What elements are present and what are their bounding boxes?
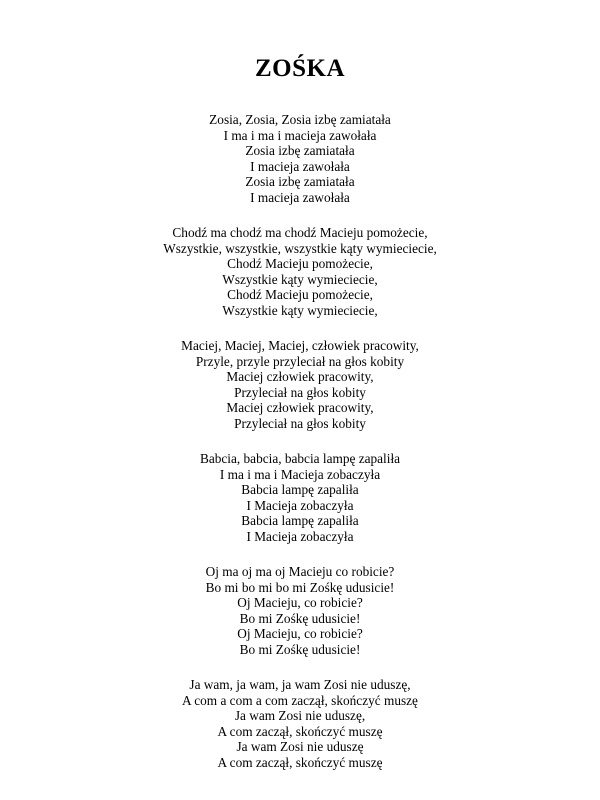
stanza-6 — [0, 677, 600, 770]
lyric-line: Ja wam Zosi nie uduszę — [236, 739, 364, 754]
lyric-line: I Macieja zobaczyła — [246, 497, 354, 513]
lyric-line: Chodź Macieju pomożecie, — [227, 287, 373, 302]
lyric-line: I ma i ma i macieja zawołała — [223, 127, 377, 143]
lyric-line: I Macieja zobaczyła — [246, 528, 354, 544]
lyric-line: Bo mi Zośkę udusicie! — [239, 610, 361, 626]
lyric-line: Oj Macieju, co robicie? — [237, 595, 363, 610]
lyric-line: Zosia izbę zamiatała — [245, 143, 355, 158]
lyric-line: A com zaczął, skończyć muszę — [217, 723, 383, 739]
lyric-line: Maciej człowiek pracowity, — [226, 369, 374, 384]
stanza-2 — [0, 225, 600, 318]
lyric-line: Przyleciał na głos kobity — [234, 384, 366, 400]
lyric-line: I macieja zawołała — [250, 158, 350, 174]
lyric-line: Przyleciał na głos kobity — [234, 415, 366, 431]
lyric-line: Babcia lampę zapaliła — [241, 513, 359, 528]
lyric-line: Zosia izbę zamiatała — [245, 174, 355, 189]
lyric-line: Zosia, Zosia, Zosia izbę zamiatała — [209, 112, 391, 127]
lyrics-body — [0, 112, 600, 790]
lyric-line: I ma i ma i Macieja zobaczyła — [219, 466, 381, 482]
lyric-line: I macieja zawołała — [250, 189, 350, 205]
lyric-line: Babcia lampę zapaliła — [241, 482, 359, 497]
lyric-line: Oj Macieju, co robicie? — [237, 626, 363, 641]
lyric-line: Chodź ma chodź ma chodź Macieju pomożecie, — [172, 225, 428, 240]
lyric-line: Wszystkie kąty wymieciecie, — [222, 302, 378, 318]
stanza-1 — [0, 112, 600, 205]
stanza-3 — [0, 338, 600, 431]
lyric-line: Ja wam Zosi nie uduszę, — [234, 708, 366, 723]
lyric-line: Wszystkie, wszystkie, wszystkie kąty wymieciecie, — [163, 240, 437, 256]
lyric-line: Przyle, przyle przyleciał na głos kobity — [195, 353, 405, 369]
lyric-line: Chodź Macieju pomożecie, — [227, 256, 373, 271]
stanza-5 — [0, 564, 600, 657]
lyric-line: Ja wam, ja wam, ja wam Zosi nie uduszę, — [189, 677, 411, 692]
lyric-line: Oj ma oj ma oj Macieju co robicie? — [205, 564, 395, 579]
lyric-line: Bo mi Zośkę udusicie! — [239, 641, 361, 657]
lyric-line: Wszystkie kąty wymieciecie, — [222, 271, 378, 287]
lyric-line: Maciej człowiek pracowity, — [226, 400, 374, 415]
lyric-line: Bo mi bo mi bo mi Zośkę udusicie! — [205, 579, 395, 595]
lyric-line: Babcia, babcia, babcia lampę zapaliła — [199, 451, 401, 466]
lyric-line: A com zaczął, skończyć muszę — [217, 754, 383, 770]
lyric-line: Maciej, Maciej, Maciej, człowiek pracowity, — [181, 338, 419, 353]
stanza-4 — [0, 451, 600, 544]
lyric-line: A com a com a com zaczął, skończyć muszę — [182, 692, 418, 708]
song-title: ZOŚKA — [254, 55, 346, 82]
